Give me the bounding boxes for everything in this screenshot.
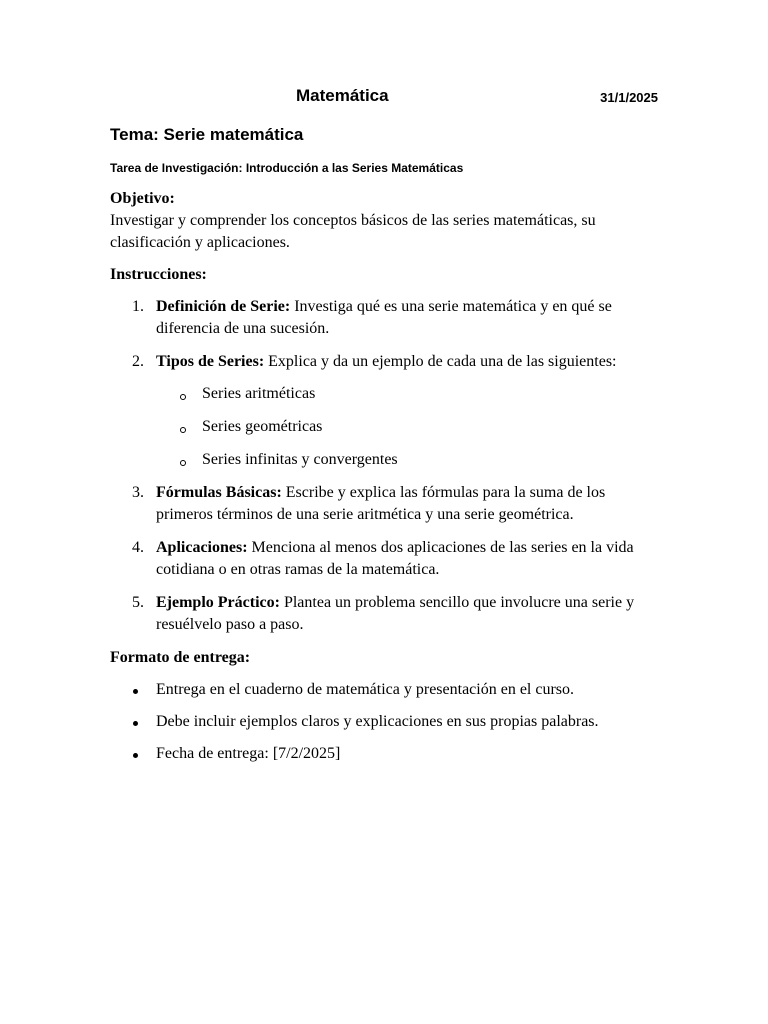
- delivery-text: Fecha de entrega: [7/2/2025]: [156, 745, 341, 762]
- task-title: Tarea de Investigación: Introducción a las Series Matemáticas: [110, 161, 464, 175]
- instruction-text: Explica y da un ejemplo de cada una de las siguientes:: [264, 353, 617, 370]
- circle-bullet-icon: [180, 427, 186, 433]
- delivery-list: [110, 679, 660, 765]
- instruction-item: [132, 296, 660, 340]
- instruction-item: [132, 537, 660, 581]
- instruction-number: 4.: [132, 539, 144, 556]
- instruction-text: Investiga qué es una serie matemática y en qué se diferencia de una sucesión.: [156, 298, 612, 337]
- instruction-text: Menciona al menos dos aplicaciones de las series en la vida cotidiana o en otras ramas de la matemática.: [156, 539, 634, 578]
- instruction-number: 5.: [132, 594, 144, 611]
- instructions-list: [110, 296, 660, 636]
- subject-title: Matemática: [296, 86, 389, 105]
- series-type-item: [202, 383, 660, 405]
- circle-bullet-icon: [180, 394, 186, 400]
- circle-bullet-icon: [180, 460, 186, 466]
- instruction-item: [132, 592, 660, 636]
- instruction-title: Ejemplo Práctico:: [156, 594, 280, 611]
- series-type-label: Series aritméticas: [202, 385, 316, 402]
- series-type-label: Series geométricas: [202, 418, 323, 435]
- delivery-heading: Formato de entrega:: [110, 649, 251, 666]
- instruction-title: Tipos de Series:: [156, 353, 265, 370]
- instruction-item: [132, 482, 660, 526]
- delivery-section: [110, 647, 660, 765]
- bullet-icon: [133, 753, 138, 758]
- instruction-number: 2.: [132, 353, 144, 370]
- document-page: [110, 86, 660, 775]
- instruction-title: Fórmulas Básicas:: [156, 484, 282, 501]
- series-types-list: [156, 383, 660, 471]
- objective-heading: Objetivo:: [110, 190, 175, 207]
- instructions-heading: Instrucciones:: [110, 266, 207, 283]
- instruction-text: Escribe y explica las fórmulas para la suma de los primeros términos de una serie aritmética y una serie geométrica.: [156, 484, 606, 523]
- bullet-icon: [133, 689, 138, 694]
- series-type-item: [202, 449, 660, 471]
- series-type-label: Series infinitas y convergentes: [202, 451, 398, 468]
- instruction-title: Definición de Serie:: [156, 298, 291, 315]
- instructions-section: [110, 264, 660, 636]
- delivery-item: [156, 679, 660, 701]
- series-type-item: [202, 416, 660, 438]
- document-header: [110, 86, 660, 112]
- delivery-text: Debe incluir ejemplos claros y explicaciones en sus propias palabras.: [156, 713, 599, 730]
- instruction-number: 1.: [132, 298, 144, 315]
- delivery-text: Entrega en el cuaderno de matemática y presentación en el curso.: [156, 681, 575, 698]
- bullet-icon: [133, 721, 138, 726]
- document-date: 31/1/2025: [600, 90, 658, 105]
- objective-section: [110, 188, 660, 254]
- objective-text: Investigar y comprender los conceptos básicos de las series matemáticas, su clasificación y aplicaciones.: [110, 212, 596, 251]
- topic-heading: Tema: Serie matemática: [110, 125, 304, 144]
- instruction-item: [132, 351, 660, 471]
- delivery-item: [156, 743, 660, 765]
- instruction-title: Aplicaciones:: [156, 539, 248, 556]
- instruction-text: Plantea un problema sencillo que involucre una serie y resuélvelo paso a paso.: [156, 594, 635, 633]
- delivery-item: [156, 711, 660, 733]
- instruction-number: 3.: [132, 484, 144, 501]
